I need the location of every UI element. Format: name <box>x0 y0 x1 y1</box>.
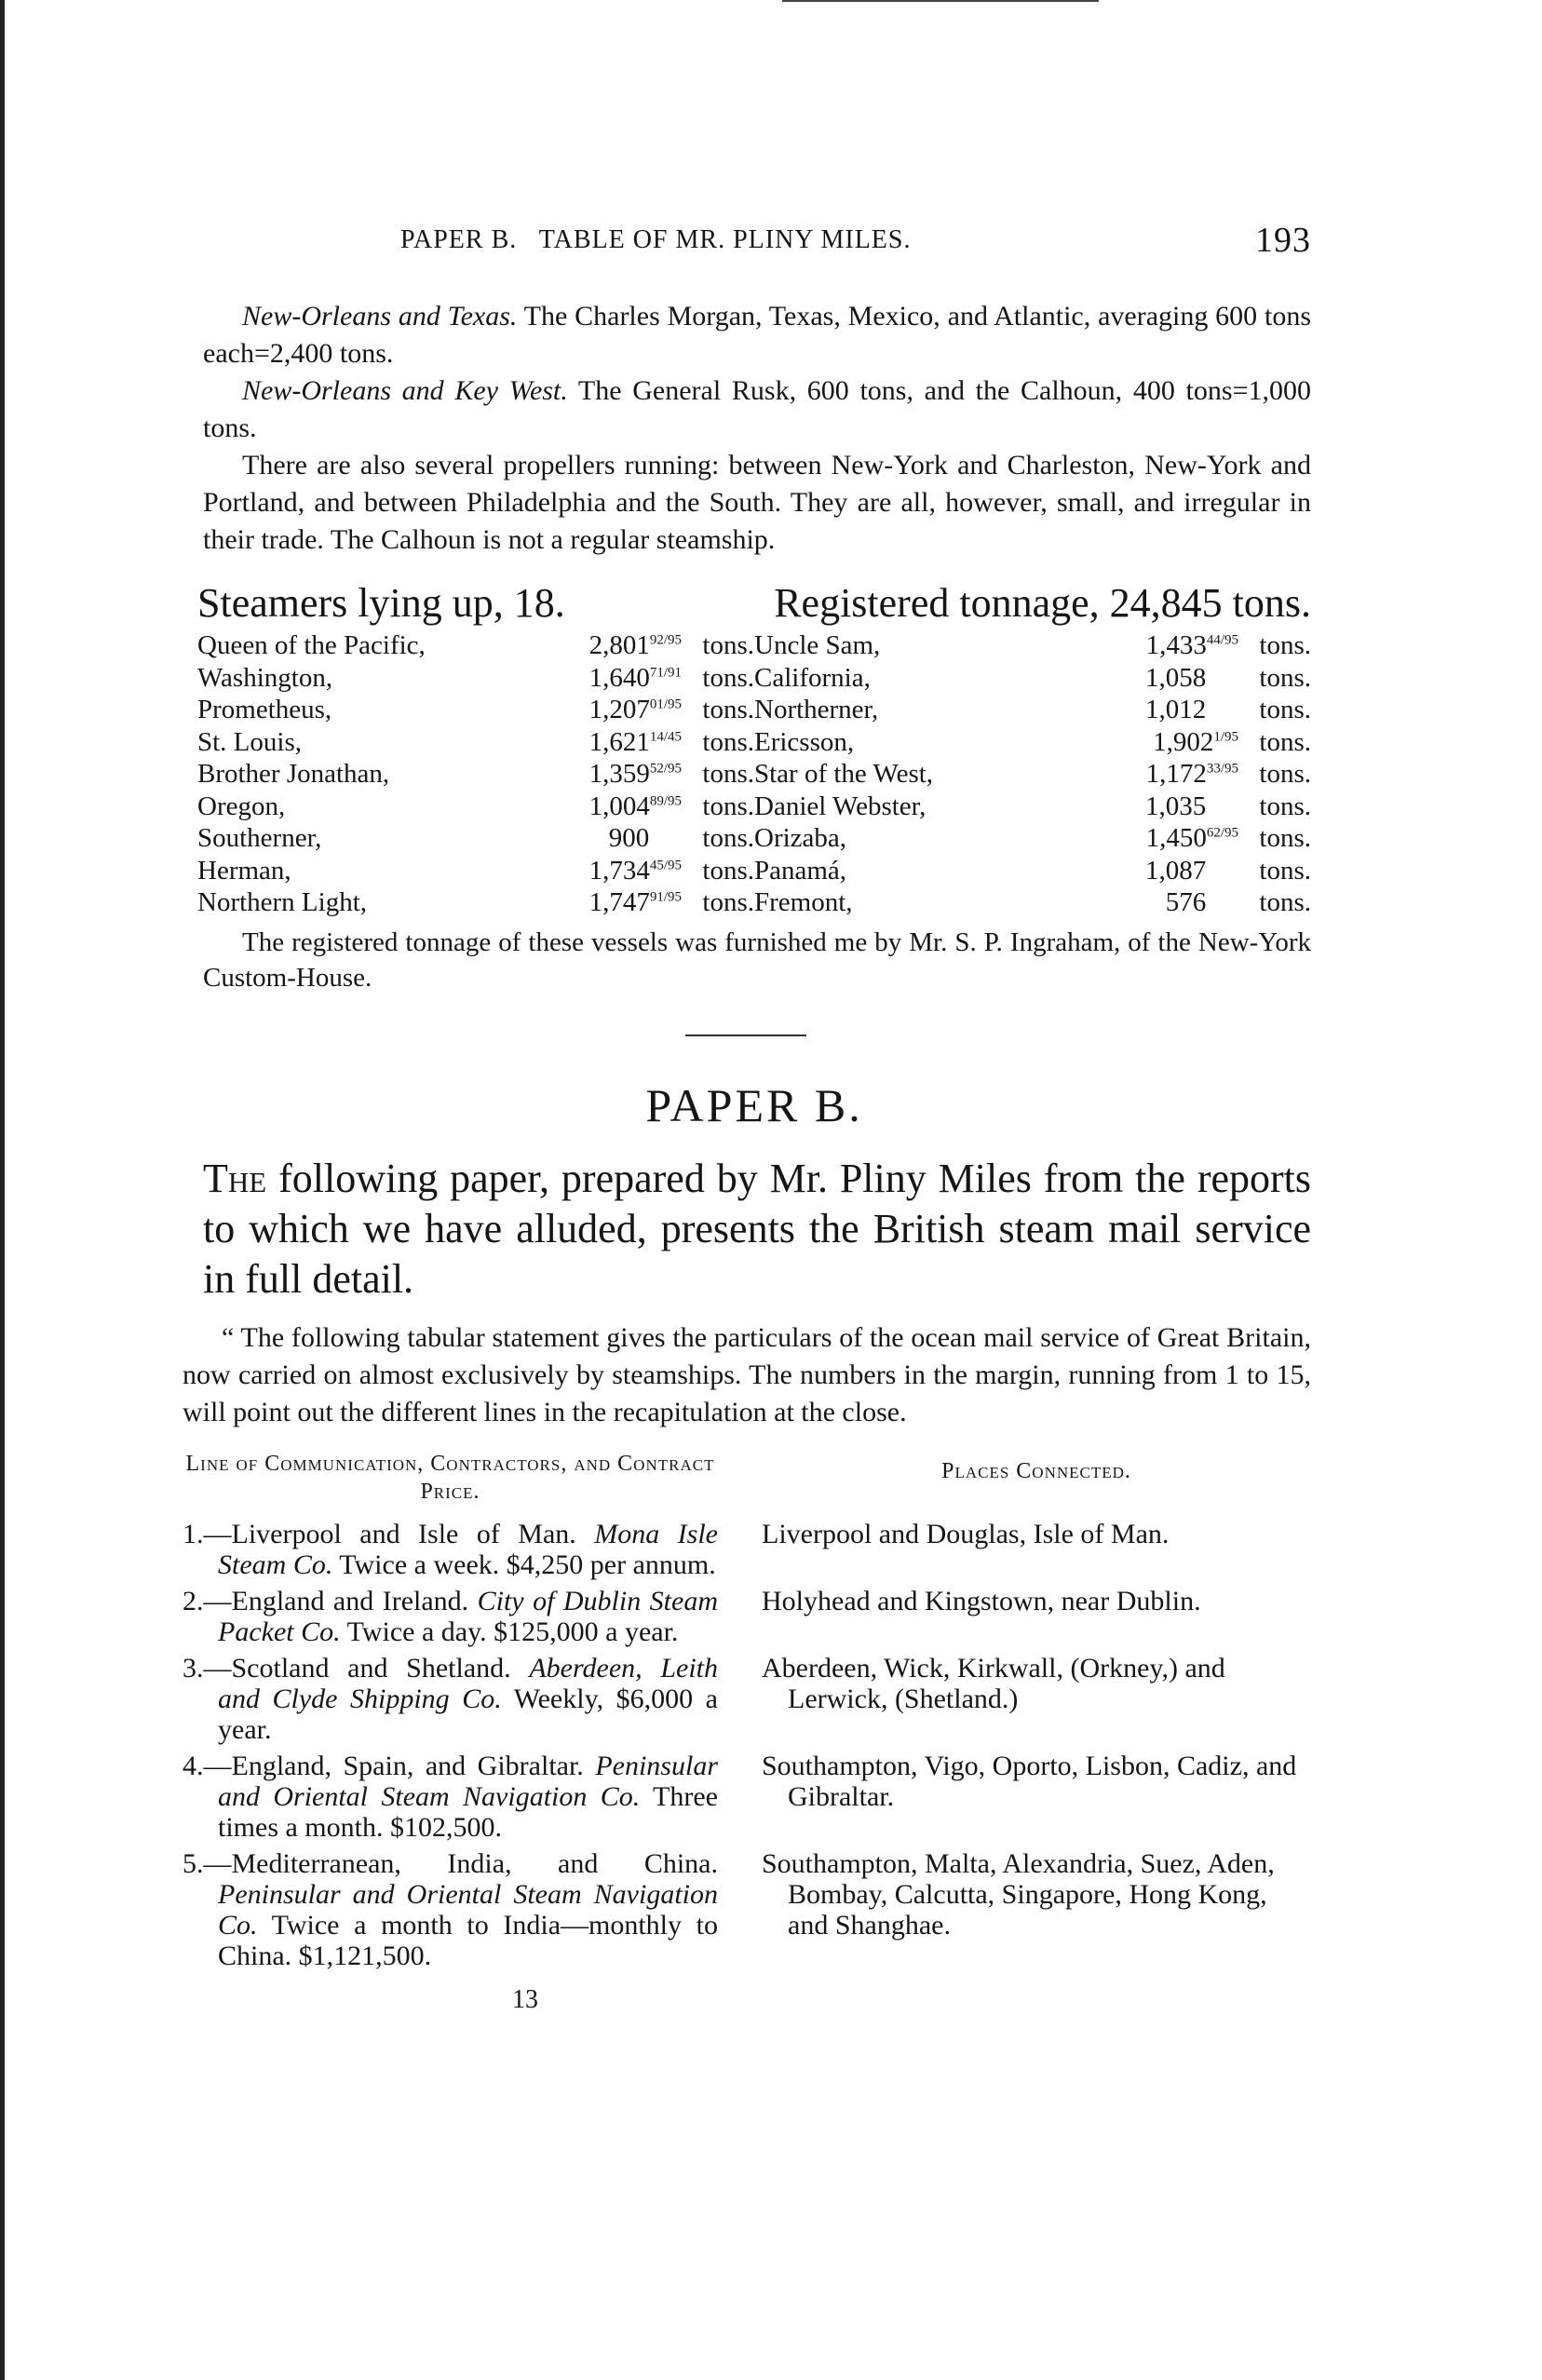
vessel-name: Northerner, <box>754 695 879 724</box>
paragraph <box>203 447 1311 559</box>
route: 1.—Liverpool and Isle of Man. <box>183 1518 595 1549</box>
vessel-entry <box>754 662 1311 695</box>
intro-text: following paper, prepared by Mr. Pliny Miles from the reports to which we have alluded, presents the British steam mail service in full detail. <box>203 1155 1311 1302</box>
vessel-name: Queen of the Pacific, <box>197 630 426 660</box>
vessel-tonnage: $1,640^{71/91}$ <box>588 662 682 693</box>
route: 3.—Scotland and Shetland. <box>183 1652 530 1684</box>
service-line <box>183 1848 718 1971</box>
vessel-entry <box>754 758 1311 791</box>
route: 2.—England and Ireland. <box>183 1585 478 1616</box>
places-connected: Southampton, Vigo, Oporto, Lisbon, Cadiz, and Gibraltar. <box>762 1750 1297 1812</box>
vessel-entry <box>197 662 754 695</box>
contractor: Peninsular and Oriental Steam Navigation Co. <box>218 1878 718 1941</box>
tonnage-unit: tons. <box>1259 726 1311 757</box>
vessel-tonnage: $1,747^{91/95}$ <box>588 887 682 917</box>
service-line <box>183 1751 718 1843</box>
tonnage-unit: tons. <box>702 791 754 821</box>
vessel-entry <box>754 855 1311 887</box>
table-row <box>197 822 1311 855</box>
contract-terms: Weekly, $6,000 a year. <box>218 1683 718 1745</box>
steamers-count: Steamers lying up, 18. <box>197 580 565 626</box>
registered-tonnage: Registered tonnage, 24,845 tons. <box>774 580 1311 626</box>
tonnage-fraction: 52/95 <box>649 761 682 777</box>
table-row <box>197 855 1311 887</box>
service-entry <box>183 1586 1311 1647</box>
service-line <box>183 1586 718 1647</box>
vessel-entry <box>197 886 754 919</box>
column-header-left: Line of Communication, Contractors, and Contract Price. <box>185 1451 715 1504</box>
vessel-tonnage: 900 <box>608 823 650 853</box>
tonnage-fraction: 44/95 <box>1206 632 1238 648</box>
vessel-entry <box>754 822 1311 855</box>
service-line <box>183 1653 718 1745</box>
tonnage-unit: tons. <box>702 823 754 853</box>
vessel-entry <box>197 726 754 759</box>
table-row <box>197 726 1311 759</box>
vessel-tonnage: $1,433^{44/95}$ <box>1145 630 1238 660</box>
places-connected: Southampton, Malta, Alexandria, Suez, Aden, Bombay, Calcutta, Singapore, Hong Kong, and Shanghae. <box>762 1847 1275 1941</box>
vessel-tonnage: $1,004^{89/95}$ <box>588 791 682 821</box>
paragraph-text: The Charles Morgan, Texas, Mexico, and Atlantic, averaging 600 tons each=2,400 tons. <box>203 301 1311 369</box>
vessel-name: Southerner, <box>197 823 322 853</box>
section-divider <box>685 1034 806 1036</box>
tonnage-fraction: 01/95 <box>649 696 682 712</box>
vessel-name: St. Louis, <box>197 726 302 757</box>
vessel-name: California, <box>754 662 871 693</box>
tonnage-unit: tons. <box>702 662 754 693</box>
signature-mark: 13 <box>512 1984 538 2014</box>
vessel-entry <box>197 629 754 662</box>
places-connected: Aberdeen, Wick, Kirkwall, (Orkney,) and Lerwick, (Shetland.) <box>762 1652 1225 1714</box>
vessel-entry <box>197 694 754 726</box>
vessel-tonnage: $1,902^{1/95}$ <box>1153 726 1238 757</box>
vessel-name: Fremont, <box>754 887 853 917</box>
vessel-tonnage: 1,035 <box>1144 791 1207 821</box>
vessel-name: Washington, <box>197 662 333 693</box>
tonnage-unit: tons. <box>1259 630 1311 660</box>
vessel-name: Prometheus, <box>197 695 332 724</box>
contractor: Aberdeen, Leith and Clyde Shipping Co. <box>218 1652 718 1714</box>
route: 5.—Mediterranean, India, and China. <box>183 1847 718 1879</box>
vessel-name: Uncle Sam, <box>754 630 881 660</box>
table-row <box>197 791 1311 823</box>
note-text: The registered tonnage of these vessels was furnished me by Mr. S. P. Ingraham, of the New-York Custom-House. <box>203 926 1311 993</box>
vessel-name: Star of the West, <box>754 759 934 789</box>
vessel-entry <box>754 694 1311 726</box>
tonnage-unit: tons. <box>702 855 754 886</box>
vessel-tonnage: 576 <box>1165 887 1207 917</box>
vessel-tonnage: 1,058 <box>1144 662 1207 693</box>
vessel-tonnage: $1,450^{62/95}$ <box>1145 823 1238 853</box>
tonnage-unit: tons. <box>1259 855 1311 886</box>
service-entry <box>183 1751 1311 1843</box>
contract-terms: Twice a month to India—monthly to China. $1,121,500. <box>218 1909 718 1971</box>
vessel-name: Orizaba, <box>754 823 847 853</box>
paragraph-text: There are also several propellers running: between New-York and Charleston, New-York and Portland, and between Philadelphia and the South. They are all, however, small, and irregular in their trade. The Calhoun is not a regular steamship. <box>203 450 1311 555</box>
mail-service-list <box>183 1519 1311 1971</box>
contractor: Mona Isle Steam Co. <box>218 1518 718 1580</box>
vessel-entry <box>754 886 1311 919</box>
column-headers <box>183 1450 1311 1506</box>
tonnage-unit: tons. <box>1259 887 1311 917</box>
paragraph <box>203 298 1311 372</box>
table-row <box>197 758 1311 791</box>
places-connected: Holyhead and Kingstown, near Dublin. <box>762 1585 1201 1616</box>
vessel-tonnage: 1,087 <box>1144 855 1207 886</box>
contractor: City of Dublin Steam Packet Co. <box>218 1585 718 1647</box>
running-title: PAPER B. TABLE OF MR. PLINY MILES. <box>400 225 912 254</box>
tonnage-unit: tons. <box>702 887 754 917</box>
table-row <box>197 662 1311 695</box>
tonnage-fraction: 89/95 <box>649 792 682 808</box>
tonnage-unit: tons. <box>1259 791 1311 821</box>
vessel-name: Herman, <box>197 855 291 886</box>
vessel-name: Oregon, <box>197 791 286 821</box>
tonnage-unit: tons. <box>702 726 754 757</box>
tonnage-fraction: 1/95 <box>1213 728 1238 744</box>
service-entry <box>183 1519 1311 1580</box>
vessel-name: Daniel Webster, <box>754 791 927 821</box>
tonnage-unit: tons. <box>1259 695 1311 724</box>
tonnage-unit: tons. <box>1259 759 1311 789</box>
paragraph-text: The General Rusk, 600 tons, and the Calhoun, 400 tons=1,000 tons. <box>203 375 1311 443</box>
tonnage-note <box>197 925 1311 995</box>
tonnage-fraction: 33/95 <box>1206 761 1238 777</box>
paragraph-lead: New-Orleans and Texas. <box>242 301 518 331</box>
vessel-entry <box>197 855 754 887</box>
tonnage-unit: tons. <box>1259 662 1311 693</box>
service-entry <box>183 1848 1311 1971</box>
vessel-entry <box>197 822 754 855</box>
places-connected: Liverpool and Douglas, Isle of Man. <box>762 1518 1170 1549</box>
service-entry <box>183 1653 1311 1745</box>
page-number: 193 <box>1255 221 1311 260</box>
tonnage-fraction: 62/95 <box>1206 825 1238 841</box>
vessel-entry <box>197 758 754 791</box>
table-row <box>197 629 1311 662</box>
vessel-tonnage: 1,012 <box>1144 695 1207 724</box>
column-header-right: Places Connected. <box>941 1458 1131 1483</box>
vessel-tonnage: $2,801^{92/95}$ <box>588 630 682 660</box>
vessel-name: Ericsson, <box>754 726 855 757</box>
intro-first-word: The <box>203 1155 267 1201</box>
vessel-entry <box>754 726 1311 759</box>
steamers-heading <box>197 577 1311 629</box>
section-title: PAPER B. <box>645 1078 863 1131</box>
route: 4.—England, Spain, and Gibraltar. <box>183 1750 596 1781</box>
contract-terms: Twice a day. $125,000 a year. <box>340 1616 679 1647</box>
tonnage-unit: tons. <box>702 695 754 724</box>
vessel-entry <box>754 629 1311 662</box>
tonnage-fraction: 91/95 <box>649 889 682 905</box>
running-header <box>197 220 1311 261</box>
vessel-tonnage: $1,207^{01/95}$ <box>588 695 682 724</box>
tonnage-fraction: 14/45 <box>649 728 682 744</box>
vessel-name: Northern Light, <box>197 887 368 917</box>
paragraph-lead: New-Orleans and Key West. <box>242 375 568 406</box>
intro-paragraphs <box>197 298 1311 559</box>
tonnage-unit: tons. <box>702 630 754 660</box>
quote-paragraph: “ The following tabular statement gives the particulars of the ocean mail service of Great Britain, now carried on almost exclusively by steamships. The numbers in the margin, running from 1 to 15, will point out the different lines in the recapitulation at the close. <box>183 1321 1311 1427</box>
vessel-tonnage: $1,734^{45/95}$ <box>588 855 682 886</box>
service-line <box>183 1519 718 1580</box>
paragraph <box>203 372 1311 447</box>
table-row <box>197 886 1311 919</box>
vessel-entry <box>754 791 1311 823</box>
vessel-tonnage: $1,621^{14/45}$ <box>588 726 682 757</box>
vessel-tonnage: $1,359^{52/95}$ <box>588 759 682 789</box>
contract-terms: Three times a month. $102,500. <box>218 1780 718 1843</box>
tonnage-unit: tons. <box>702 759 754 789</box>
tonnage-fraction: 45/95 <box>649 857 682 872</box>
table-row <box>197 694 1311 726</box>
tonnage-unit: tons. <box>1259 823 1311 853</box>
tonnage-fraction: 71/91 <box>649 664 682 680</box>
paper-intro <box>197 1154 1311 1305</box>
contract-terms: Twice a week. $4,250 per annum. <box>332 1548 716 1580</box>
vessel-entry <box>197 791 754 823</box>
vessel-name: Panamá, <box>754 855 847 886</box>
tonnage-fraction: 92/95 <box>649 632 682 648</box>
contractor: Peninsular and Oriental Steam Navigation Co. <box>218 1750 718 1812</box>
vessel-name: Brother Jonathan, <box>197 759 390 789</box>
steamers-table <box>197 629 1311 919</box>
vessel-tonnage: $1,172^{33/95}$ <box>1145 759 1238 789</box>
